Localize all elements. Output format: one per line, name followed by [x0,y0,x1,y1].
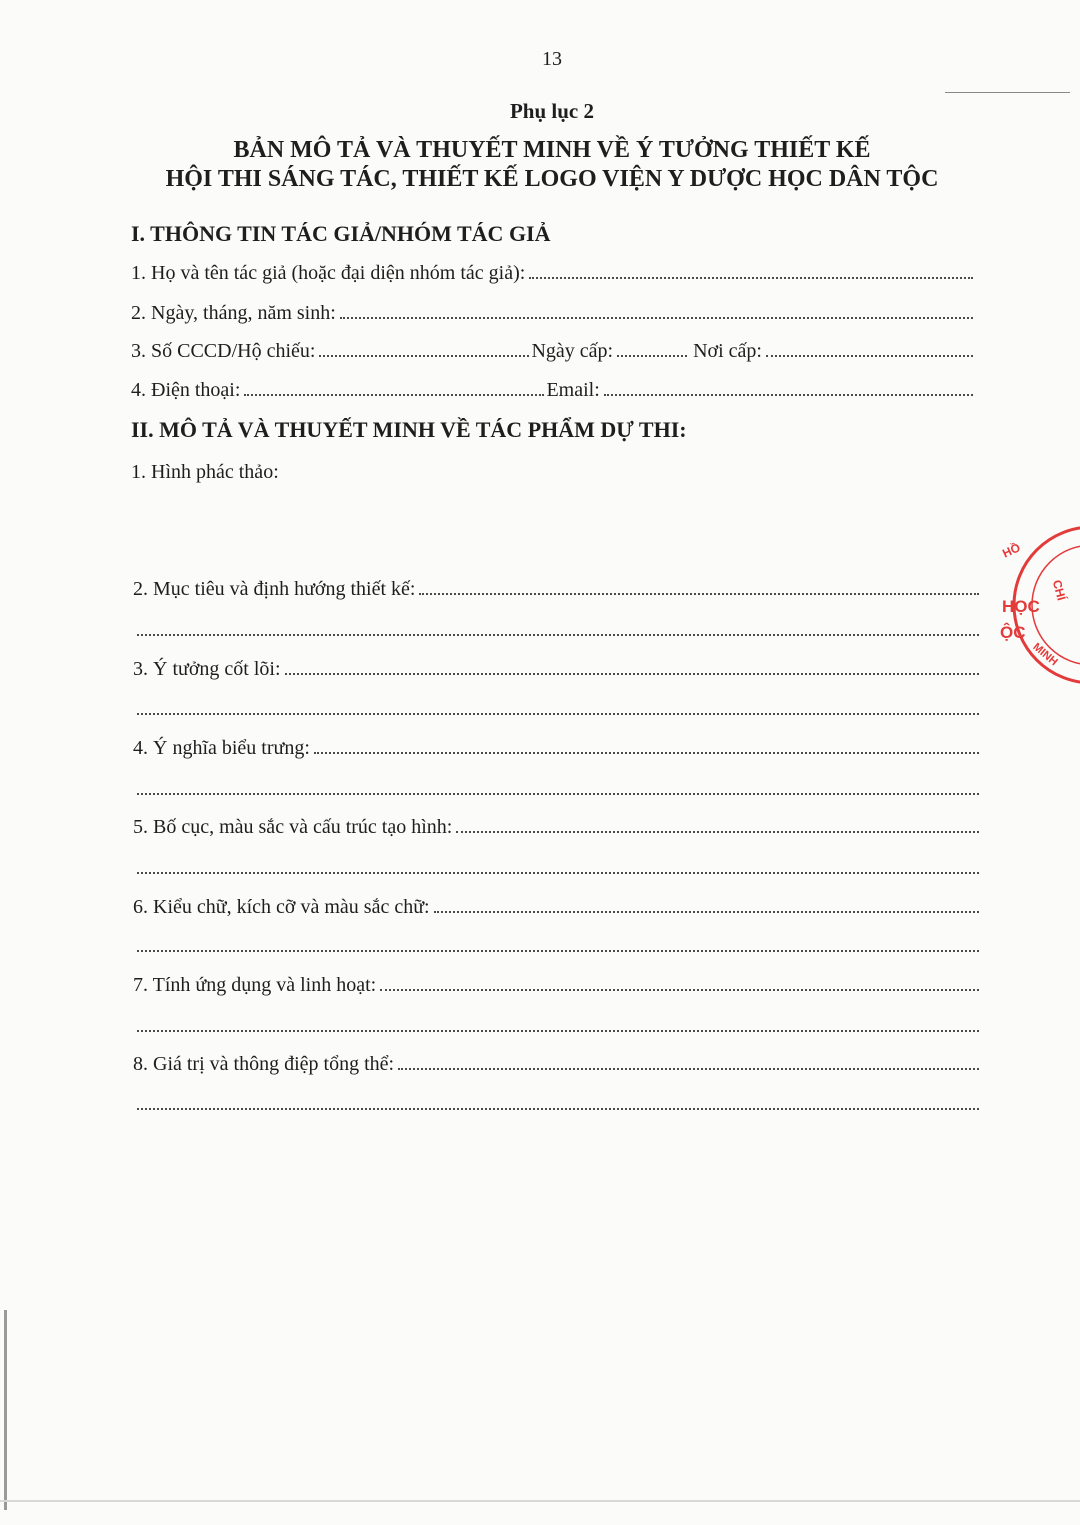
fill-line-continuation[interactable] [137,1108,979,1110]
item-symbolic-meaning[interactable] [133,737,981,760]
fill-line[interactable] [766,355,973,357]
field-label: Email: [546,379,600,401]
section-2-heading: II. MÔ TẢ VÀ THUYẾT MINH VỀ TÁC PHẨM DỰ THI: [131,417,687,442]
item-label: 3. Ý tưởng cốt lõi: [133,658,281,680]
title-line-2: HỘI THI SÁNG TÁC, THIẾT KẾ LOGO VIỆN Y DƯỢC HỌC DÂN TỘC [165,166,939,192]
item-layout-colors[interactable] [133,816,981,839]
item-design-goals[interactable] [133,578,981,601]
stamp-arc-top: HỒ [1000,540,1023,561]
fill-line-continuation[interactable] [137,950,979,952]
field-label: Nơi cấp: [693,340,762,362]
red-seal-stamp [992,520,1080,690]
stamp-text-2: ỘC [1000,623,1026,642]
field-label: 2. Ngày, tháng, năm sinh: [131,302,336,324]
stamp-arc-right: CHÍ [1049,578,1069,602]
page-number: 13 [542,48,562,70]
fill-line[interactable] [340,317,973,319]
field-id-number[interactable] [131,340,975,363]
item-core-idea[interactable] [133,658,981,681]
scan-edge-left [4,1310,7,1510]
item-label: 2. Mục tiêu và định hướng thiết kế: [133,578,416,600]
item-label: 7. Tính ứng dụng và linh hoạt: [133,974,377,996]
item-sketch [131,461,975,484]
fill-line[interactable] [319,355,529,357]
item-applicability[interactable] [133,974,981,997]
fill-line-continuation[interactable] [137,634,979,636]
field-author-name[interactable] [131,262,975,285]
field-label: 1. Họ và tên tác giả (hoặc đại diện nhóm tác giả): [131,262,526,284]
field-label: 4. Điện thoại: [131,379,241,401]
item-label: 1. Hình phác thảo: [131,461,279,483]
field-date-of-birth[interactable] [131,302,975,325]
item-typography[interactable] [133,896,981,919]
fill-line[interactable] [419,593,979,595]
item-label: 6. Kiểu chữ, kích cỡ và màu sắc chữ: [133,896,430,918]
fill-line[interactable] [529,277,973,279]
fill-line-continuation[interactable] [137,713,979,715]
fill-line[interactable] [604,394,973,396]
fill-line-continuation[interactable] [137,793,979,795]
fill-line[interactable] [617,355,687,357]
title-line-1: BẢN MÔ TẢ VÀ THUYẾT MINH VỀ Ý TƯỞNG THIẾT KẾ [233,137,871,163]
top-right-rule [945,92,1070,93]
item-overall-message[interactable] [133,1053,981,1076]
fill-line[interactable] [434,911,979,913]
fill-line[interactable] [398,1068,979,1070]
field-phone-email[interactable] [131,379,975,402]
field-label: 3. Số CCCD/Hộ chiếu: [131,340,316,362]
fill-line[interactable] [456,831,979,833]
field-label: Ngày cấp: [531,340,614,362]
fill-line[interactable] [314,752,979,754]
fill-line-continuation[interactable] [137,872,979,874]
fill-line[interactable] [285,673,979,675]
item-label: 8. Giá trị và thông điệp tổng thể: [133,1053,395,1075]
stamp-text-1: HỌC [1002,597,1040,616]
item-label: 5. Bố cục, màu sắc và cấu trúc tạo hình: [133,816,453,838]
fill-line[interactable] [244,394,544,396]
stamp-arc-bottom: MINH [1030,640,1060,669]
fill-line-continuation[interactable] [137,1030,979,1032]
scan-edge-bottom [0,1500,1080,1502]
item-label: 4. Ý nghĩa biểu trưng: [133,737,310,759]
section-1-heading: I. THÔNG TIN TÁC GIẢ/NHÓM TÁC GIẢ [131,221,551,246]
fill-line[interactable] [380,989,979,991]
appendix-label: Phụ lục 2 [509,99,595,123]
